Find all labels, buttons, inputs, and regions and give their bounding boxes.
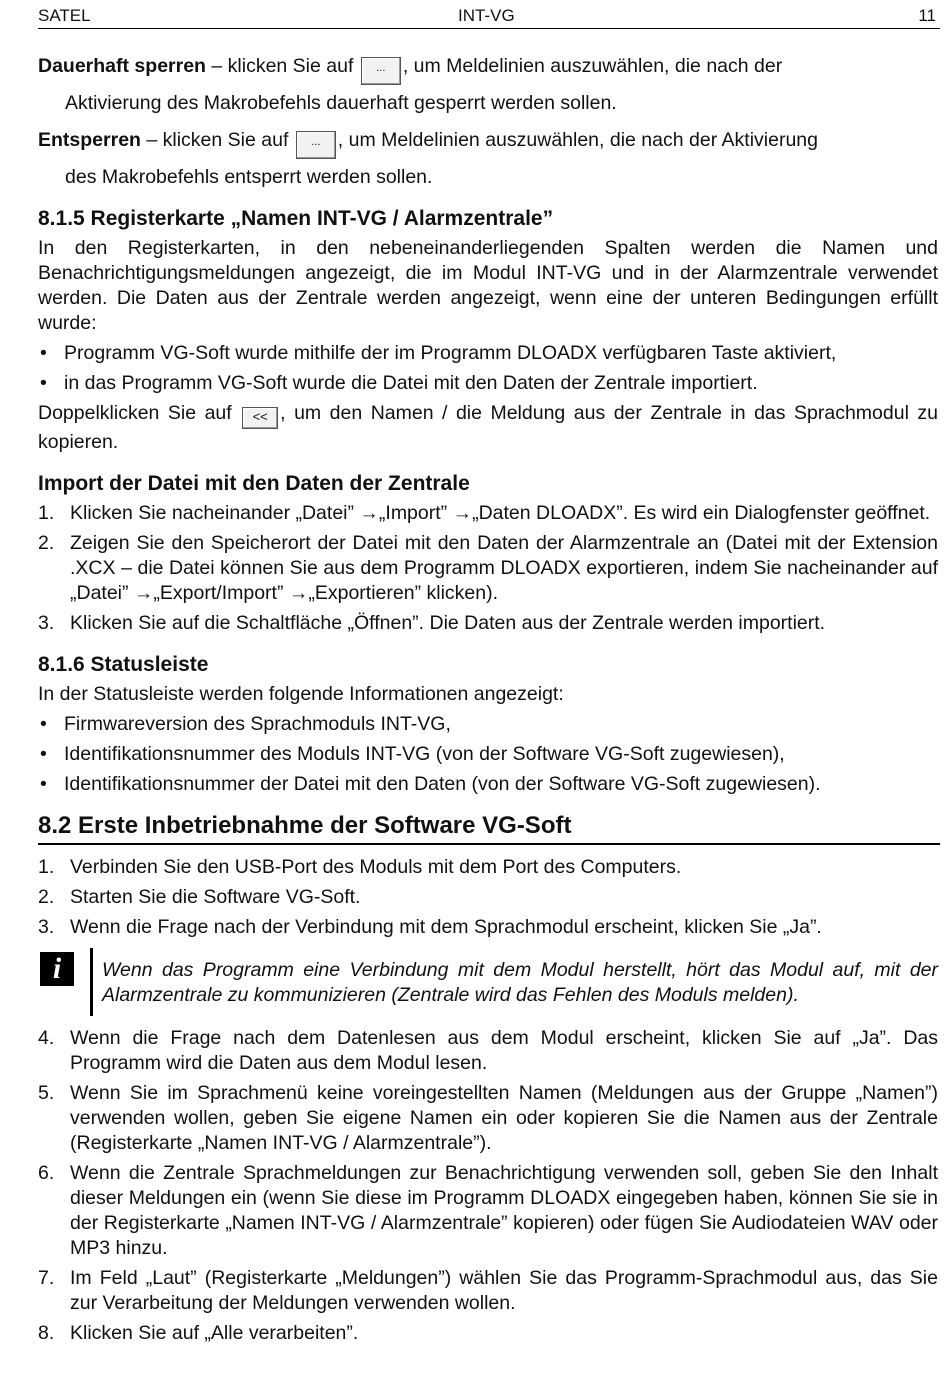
step-number: 8. [38, 1322, 55, 1344]
list-item [38, 915, 938, 940]
list-item [38, 1026, 938, 1076]
import-steps [38, 501, 938, 636]
info-icon: i [40, 952, 74, 986]
step-number: 4. [38, 1027, 55, 1049]
list-item [38, 855, 938, 880]
step-text: Wenn die Zentrale Sprachmeldungen zur Benachrichtigung verwenden soll, geben Sie den Inhalt dieser Meldungen ein (wenn Sie diese im Programm DLOADX eingegeben haben, können Sie sie in der Registerkarte „Namen INT-VG / Alarmzentrale” kopieren) oder fügen Sie Audiodateien WAV oder MP3 hinzu. [70, 1162, 938, 1259]
step-number: 3. [38, 612, 55, 634]
definition-entsperren [38, 128, 938, 190]
paragraph-text: Doppelklicken Sie auf [38, 402, 241, 424]
definition-text: – klicken Sie auf [140, 129, 294, 151]
step-number: 6. [38, 1162, 55, 1184]
step-text: Klicken Sie nacheinander „Datei” →„Import” →„Daten DLOADX”. Es wird ein Dialogfenster geöffnet. [70, 502, 931, 524]
list-item: • Firmwareversion des Sprachmoduls INT-VG, [38, 712, 938, 737]
browse-button-icon: ... [296, 131, 336, 159]
list-item: • Identifikationsnummer des Moduls INT-VG (von der Software VG-Soft zugewiesen), [38, 742, 938, 767]
step-text: Wenn Sie im Sprachmenü keine voreingestellten Namen (Meldungen aus der Gruppe „Namen”) verwenden wollen, geben Sie eigene Namen ein oder kopieren Sie die Namen aus der Zentrale (Registerkarte „Namen INT-VG / Alarmzentrale”). [70, 1082, 938, 1154]
page-number: 11 [918, 6, 936, 25]
info-note [38, 948, 938, 1018]
definition-dauerhaft-sperren [38, 54, 938, 116]
list-item [38, 1161, 938, 1261]
running-header [38, 6, 940, 29]
definition-term: Entsperren [38, 129, 141, 151]
list-item [38, 1321, 938, 1346]
header-brand: SATEL [38, 6, 91, 25]
setup-steps-a [38, 855, 938, 940]
definition-text: , um Meldelinien auszuwählen, die nach der [402, 55, 783, 77]
definition-continuation: des Makrobefehls entsperrt werden sollen. [65, 166, 433, 188]
bullet-list [38, 712, 938, 797]
step-number: 1. [38, 856, 55, 878]
paragraph: In den Registerkarten, in den nebeneinanderliegenden Spalten werden die Namen und Benachrichtigungsmeldungen angezeigt, die im Modul INT-VG und in der Alarmzentrale verwendet werden. Die Daten aus der Zentrale werden angezeigt, wenn eine der unteren Bedingungen erfüllt wurde: [38, 237, 938, 334]
definition-term: Dauerhaft sperren [38, 55, 206, 77]
step-text: Klicken Sie auf „Alle verarbeiten”. [70, 1322, 359, 1344]
paragraph-text: , um den Namen / die Meldung aus der Zentrale in das Sprachmodul zu kopieren. [38, 402, 938, 453]
list-item [38, 501, 938, 526]
definition-continuation: Aktivierung des Makrobefehls dauerhaft gesperrt werden sollen. [65, 92, 617, 114]
paragraph: In der Statusleiste werden folgende Informationen angezeigt: [38, 683, 564, 705]
step-text: Im Feld „Laut” (Registerkarte „Meldungen”) wählen Sie das Programm-Sprachmodul aus, das Sie zur Verarbeitung der Meldungen verwenden wollen. [70, 1267, 938, 1314]
setup-steps-b [38, 1026, 938, 1346]
list-item [38, 1081, 938, 1156]
definition-text: , um Meldelinien auszuwählen, die nach der Aktivierung [337, 129, 818, 151]
list-item [38, 611, 938, 636]
step-number: 2. [38, 886, 55, 908]
step-text: Verbinden Sie den USB-Port des Moduls mit dem Port des Computers. [70, 856, 682, 878]
section-heading-8-1-5: 8.1.5 Registerkarte „Namen INT-VG / Alarmzentrale” [38, 207, 554, 230]
header-product: INT-VG [458, 6, 515, 25]
definition-text: – klicken Sie auf [205, 55, 359, 77]
subheading-import: Import der Datei mit den Daten der Zentrale [38, 472, 470, 495]
step-text: Wenn die Frage nach der Verbindung mit dem Sprachmodul erscheint, klicken Sie „Ja”. [70, 916, 822, 938]
note-text: Wenn das Programm eine Verbindung mit dem Modul herstellt, hört das Modul auf, mit der Alarmzentrale zu kommunizieren (Zentrale wird das Fehlen des Moduls melden). [102, 959, 938, 1006]
list-item [38, 531, 938, 606]
section-heading-8-1-6: 8.1.6 Statusleiste [38, 653, 209, 676]
step-number: 3. [38, 916, 55, 938]
step-number: 2. [38, 532, 55, 554]
step-text: Wenn die Frage nach dem Datenlesen aus dem Modul erscheint, klicken Sie auf „Ja”. Das Programm wird die Daten aus dem Modul lesen. [70, 1027, 938, 1074]
step-number: 5. [38, 1082, 55, 1104]
list-item: • Programm VG-Soft wurde mithilfe der im Programm DLOADX verfügbaren Taste aktiviert, [38, 341, 938, 366]
copy-arrow-button-icon: << [242, 407, 278, 429]
list-item: • in das Programm VG-Soft wurde die Datei mit den Daten der Zentrale importiert. [38, 371, 938, 396]
step-text: Zeigen Sie den Speicherort der Datei mit den Daten der Alarmzentrale an (Datei mit der Extension .XCX – die Datei können Sie aus dem Programm DLOADX exportieren, indem Sie nacheinander auf „Datei” →„Export/Import” →„Exportieren” klicken). [70, 532, 938, 604]
step-number: 1. [38, 502, 55, 524]
list-item: • Identifikationsnummer der Datei mit den Daten (von der Software VG-Soft zugewiesen). [38, 772, 938, 797]
chapter-heading-8-2: 8.2 Erste Inbetriebnahme der Software VG-Soft [38, 811, 940, 845]
list-item [38, 1266, 938, 1316]
page-content [38, 54, 938, 1351]
note-divider [90, 948, 93, 1016]
list-item [38, 885, 938, 910]
step-text: Starten Sie die Software VG-Soft. [70, 886, 361, 908]
bullet-list [38, 341, 938, 396]
paragraph-copy-instruction [38, 401, 938, 455]
browse-button-icon: ... [361, 57, 401, 85]
step-number: 7. [38, 1267, 55, 1289]
step-text: Klicken Sie auf die Schaltfläche „Öffnen”. Die Daten aus der Zentrale werden importiert. [70, 612, 826, 634]
